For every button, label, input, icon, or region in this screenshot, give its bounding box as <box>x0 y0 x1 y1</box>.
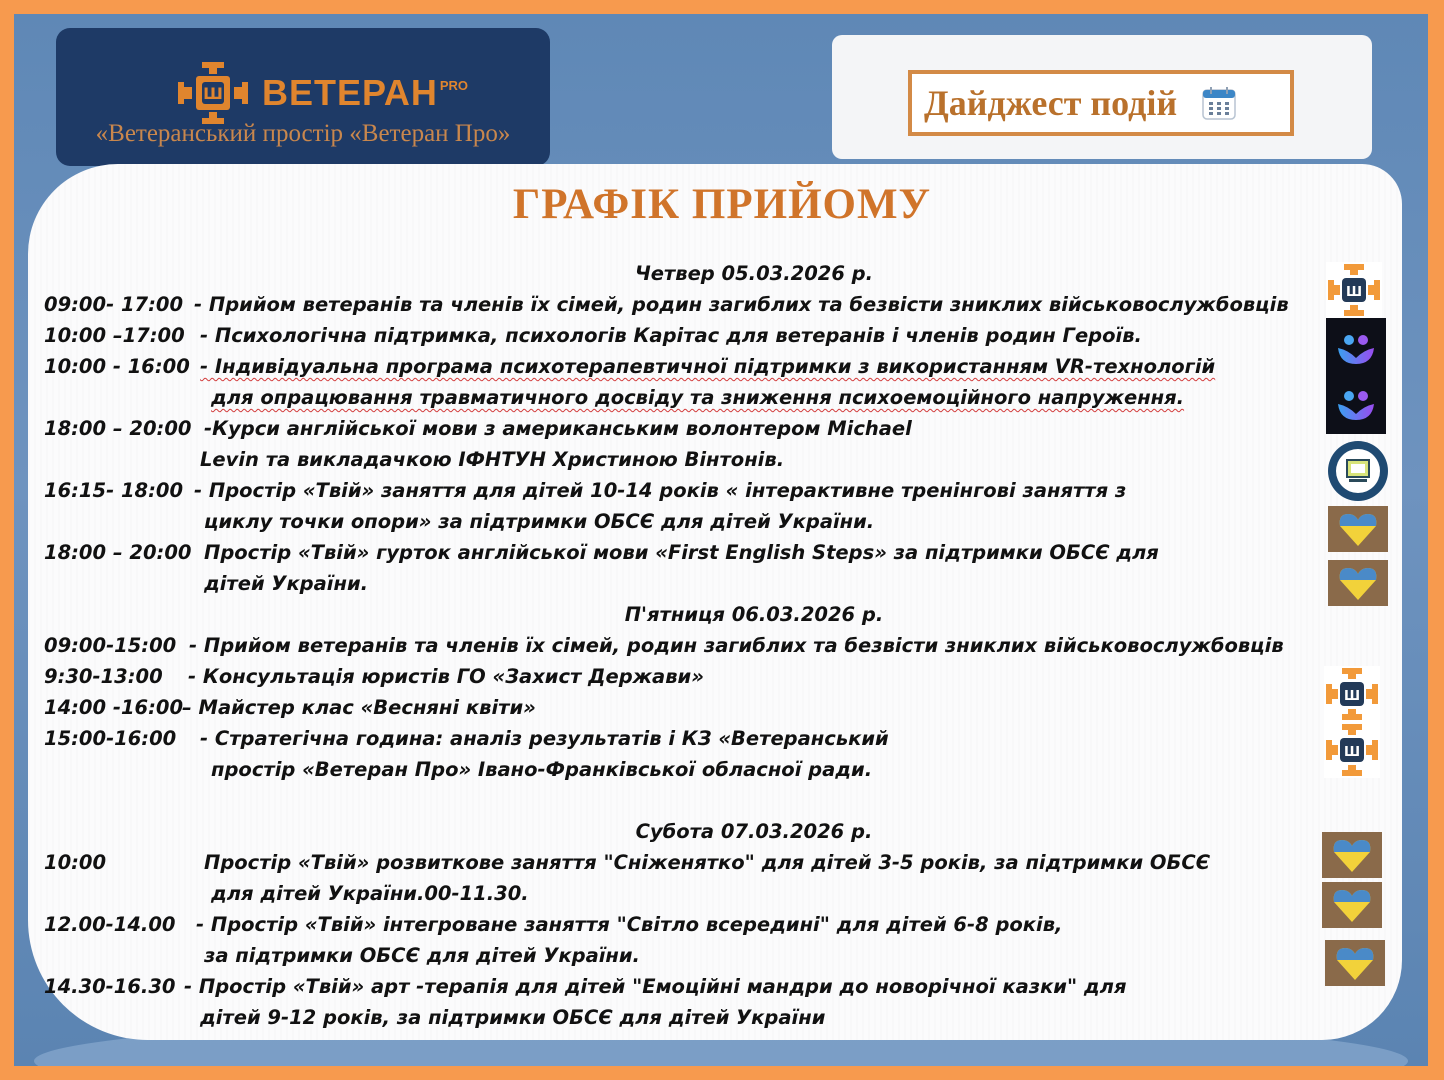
event-description-continued: Levin та викладачкою ІФНТУН Христиною Вінтонів. <box>200 448 785 471</box>
page-title: ГРАФІК ПРИЙОМУ <box>512 181 932 228</box>
event-time: 18:00 – 20:00 <box>44 417 192 440</box>
event-row <box>44 630 1324 661</box>
digest-label: Дайджест подій <box>924 83 1178 123</box>
logo-card <box>56 28 550 166</box>
event-description: Простір «Твій» розвиткове заняття "Сніженятко" для дітей 3-5 років, за підтримки ОБСЄ <box>204 851 1210 874</box>
event-time: 15:00-16:00 <box>44 727 177 750</box>
day-heading: Четвер 05.03.2026 р. <box>634 262 874 285</box>
svg-text:Ш: Ш <box>1345 285 1363 300</box>
event-description-continued: циклу точки опори» за підтримки ОБСЄ для дітей України. <box>204 510 875 533</box>
event-description: - Індивідуальна програма психотерапевтичної підтримки з використанням VR-технологій <box>200 355 1216 378</box>
event-description: - Простір «Твій» заняття для дітей 10-14 років « інтерактивне тренінгові заняття з <box>194 479 1127 502</box>
brand-logo <box>178 62 468 124</box>
event-row <box>44 537 1324 568</box>
veteran-pro-logo-icon <box>1326 262 1382 318</box>
svg-text:Ш: Ш <box>1343 745 1361 760</box>
event-description-continued: простір «Ветеран Про» Івано-Франківської обласної ради. <box>211 758 873 781</box>
veteran-pro-logo-icon <box>1324 666 1380 722</box>
event-row <box>44 661 1324 692</box>
event-description: - Психологічна підтримка, психологів Карітас для ветеранів і членів родин Героїв. <box>200 324 1142 347</box>
event-row <box>44 413 1324 444</box>
ukraine-heart-hands-icon <box>1325 940 1385 986</box>
event-row <box>44 320 1324 351</box>
event-description-continued: дітей 9-12 років, за підтримки ОБСЄ для дітей України <box>200 1006 826 1029</box>
brand-superscript: PRO <box>439 77 469 93</box>
event-description: - Простір «Твій» арт -терапія для дітей "Емоційні мандри до новорічної казки" для <box>184 975 1127 998</box>
event-description: – Майстер клас «Весняні квіти» <box>182 696 536 719</box>
event-row <box>44 351 1324 382</box>
event-row <box>44 971 1324 1002</box>
schedule-list <box>44 258 1324 1033</box>
ukraine-heart-hands-icon <box>1328 560 1388 606</box>
event-time: 10:00 –17:00 <box>44 324 185 347</box>
event-row <box>44 289 1324 320</box>
veteran-pro-logo-icon <box>178 62 248 124</box>
event-time: 14.30-16.30 <box>44 975 176 998</box>
digest-card <box>832 35 1372 159</box>
event-description-continued: за підтримки ОБСЄ для дітей України. <box>204 944 640 967</box>
event-row <box>44 909 1324 940</box>
event-description: -Курси англійської мови з американським волонтером Michael <box>204 417 912 440</box>
event-time: 10:00 <box>44 851 107 874</box>
event-description: - Прийом ветеранів та членів їх сімей, родин загиблих та безвісти зниклих військовослужбовців <box>194 293 1289 316</box>
ukraine-heart-hands-icon <box>1322 882 1382 928</box>
event-description-continued: для опрацювання травматичного досвіду та зниження психоемоційного напруження. <box>211 386 1185 409</box>
event-description: Простір «Твій» гурток англійської мови «First English Steps» за підтримки ОБСЄ для <box>204 541 1159 564</box>
event-description: - Простір «Твій» інтегроване заняття "Світло всередині" для дітей 6-8 років, <box>196 913 1063 936</box>
event-time: 16:15- 18:00 <box>44 479 184 502</box>
event-time: 10:00 - 16:00 <box>44 355 190 378</box>
ukraine-heart-hands-icon <box>1328 506 1388 552</box>
day-heading: Субота 07.03.2026 р. <box>635 820 873 843</box>
event-description: - Стратегічна година: аналіз результатів і КЗ «Ветеранський <box>200 727 889 750</box>
event-row <box>44 847 1324 878</box>
event-time: 09:00-15:00 <box>44 634 177 657</box>
event-time: 9:30-13:00 <box>44 665 163 688</box>
event-time: 12.00-14.00 <box>44 913 176 936</box>
calendar-icon <box>1201 85 1237 121</box>
veteran-pro-logo-icon <box>1324 722 1380 778</box>
spacer <box>44 785 1324 816</box>
event-time: 14:00 -16:00 <box>44 696 184 719</box>
psychology-support-icon <box>1326 318 1386 434</box>
event-time: 09:00- 17:00 <box>44 293 184 316</box>
day-heading: П'ятниця 06.03.2026 р. <box>624 603 884 626</box>
event-time: 18:00 – 20:00 <box>44 541 192 564</box>
brand-name: ВЕТЕРАН <box>262 72 438 113</box>
event-row <box>44 692 1324 723</box>
event-row <box>44 723 1324 754</box>
svg-text:Ш: Ш <box>203 84 223 103</box>
event-description: - Консультація юристів ГО «Захист Держави» <box>188 665 704 688</box>
event-description-continued: для дітей України.00-11.30. <box>211 882 529 905</box>
event-description-continued: дітей України. <box>204 572 369 595</box>
ukraine-heart-hands-icon <box>1322 832 1382 878</box>
events-digest-button[interactable] <box>908 70 1294 136</box>
university-emblem-icon <box>1327 440 1389 502</box>
svg-text:Ш: Ш <box>1343 689 1361 704</box>
organization-subtitle: «Ветеранський простір «Ветеран Про» <box>95 120 511 147</box>
event-description: - Прийом ветеранів та членів їх сімей, родин загиблих та безвісти зниклих військовослужбовців <box>189 634 1284 657</box>
event-row <box>44 475 1324 506</box>
